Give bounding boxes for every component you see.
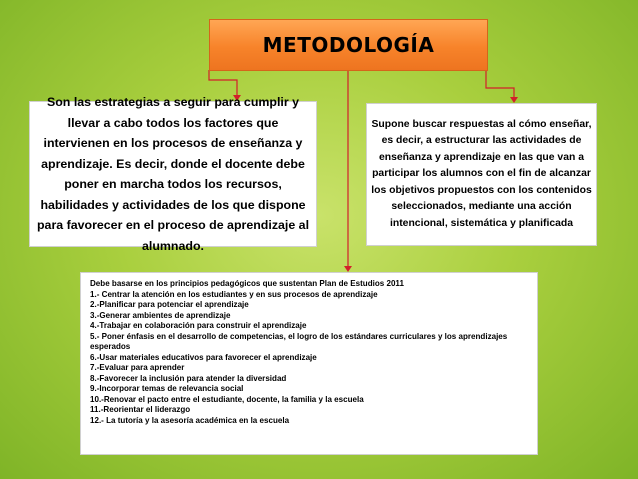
- principles-intro: Debe basarse en los principios pedagógicos que sustentan Plan de Estudios 2011: [90, 279, 404, 288]
- diagram-title: METODOLOGÍA: [262, 33, 435, 57]
- left-definition-text: Son las estrategias a seguir para cumplir y llevar a cabo todos los factores que intervienen en los procesos de enseñanza y aprendizaje. Es decir, donde el docente debe poner en marcha todos los recursos, habilidades y actividades de los que dispone para favorecer en el proceso de aprendizaje al alumnado.: [36, 95, 310, 253]
- principle-item-8: 8.-Favorecer la inclusión para atender la diversidad: [90, 373, 287, 383]
- right-definition-box: [366, 103, 597, 246]
- right-definition-text: Supone buscar respuestas al cómo enseñar, es decir, a estructurar las actividades de enseñanza y aprendizaje en las que van a participar los alumnos con el fin de alcanzar los objetivos propuestos con los contenidos seleccionados, mediante una acción intencional, sistemática y planificada: [371, 119, 592, 229]
- title-box: [209, 19, 488, 71]
- principle-item-6: 6.-Usar materiales educativos para favorecer el aprendizaje: [90, 352, 317, 362]
- principle-item-2: 2.-Planificar para potenciar el aprendizaje: [90, 300, 249, 309]
- principle-item-7: 7.-Evaluar para aprender: [90, 363, 185, 372]
- principle-item-1: 1.- Centrar la atención en los estudiantes y en sus procesos de aprendizaje: [90, 289, 378, 299]
- left-definition-box: [29, 95, 317, 253]
- principle-item-4: 4.-Trabajar en colaboración para construir el aprendizaje: [90, 321, 307, 330]
- principles-list-box: [80, 272, 538, 455]
- principle-item-10: 10.-Renovar el pacto entre el estudiante, docente, la familia y la escuela: [90, 394, 364, 404]
- principle-item-12: 12.- La tutoría y la asesoría académica en la escuela: [90, 415, 290, 425]
- principle-item-5: 5.- Poner énfasis en el desarrollo de competencias, el logro de los estándares curriculares y los aprendizajes esperados: [90, 331, 508, 351]
- principle-item-9: 9.-Incorporar temas de relevancia social: [90, 384, 244, 393]
- principle-item-11: 11.-Reorientar el liderazgo: [90, 405, 191, 414]
- connector-to-right-box: [486, 70, 514, 98]
- principle-item-3: 3.-Generar ambientes de aprendizaje: [90, 310, 231, 320]
